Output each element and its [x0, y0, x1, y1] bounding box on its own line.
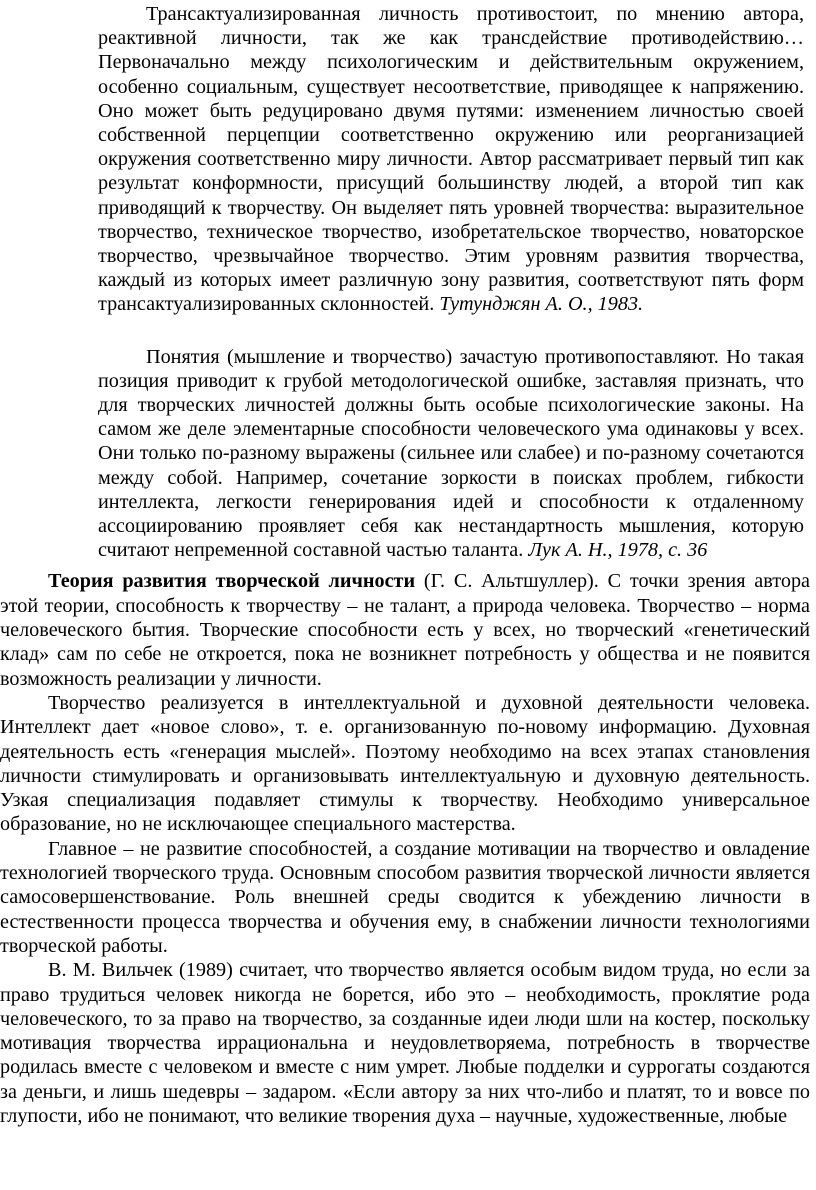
quote-citation: Тутунджян А. О., 1983.: [439, 293, 644, 316]
quote-block: [98, 2, 804, 562]
quote-paragraph: [98, 2, 804, 317]
body-paragraph: Главное – не развитие способностей, а создание мотивации на творчество и овладение технологией творческого труда. Основным способом развития творческой личности является самосовершенствование. Роль внешней среды сводится к убеждению личности в естественности процесса творчества и обучения ему, в снабжении личности технологиями творческой работы.: [0, 837, 810, 957]
body-paragraph: Творчество реализуется в интеллектуальной и духовной деятельности человека. Интеллект дает «новое слово», т. е. организованную по-новому информацию. Духовная деятельность есть «генерация мыслей». Поэтому необходимо на всех этапах становления личности стимулировать и организовывать интеллектуальную и духовную деятельность. Узкая специализация подавляет стимулы к творчеству. Необходимо универсальное образование, но не исключающее специального мастерства.: [0, 691, 810, 836]
quote-paragraph: [98, 345, 804, 563]
quote-text: Понятия (мышление и творчество) зачастую противопоставляют. Но такая позиция приводит к грубой методологической ошибке, заставляя признать, что для творческих личностей должны быть особые психологические законы. На самом же деле элементарные способности человеческого ума одинаковы у всех. Они только по-разному выражены (сильнее или слабее) и по-разному сочетаются между собой. Например, сочетание зоркости в поисках проблем, гибкости интеллекта, легкости генерирования идей и способности к отдаленному ассоциированию проявляет себя как нестандартность мышления, которую считают непременной составной частью таланта.: [98, 345, 804, 562]
quote-text: Трансактуализированная личность противостоит, по мнению автора, реактивной личности, так же как трансдействие противодействию… Первоначально между психологическим и действительным окружением, особенно социальным, существует несоответствие, приводящее к напряжению. Оно может быть редуцировано двумя путями: изменением личностью своей собственной перцепции соответственно окружению или реорганизацией окружения соответственно миру личности. Автор рассматривает первый тип как результат конформности, присущий большинству людей, а второй тип как приводящий к творчеству. Он выделяет пять уровней творчества: выразительное творчество, техническое творчество, изобретательское творчество, новаторское творчество, чрезвычайное творчество. Этим уровням развития творчества, каждый из которых имеет различную зону развития, соответствуют пять форм трансактуализированных склонностей.: [98, 3, 804, 316]
quote-citation: Лук А. Н., 1978, с. 36: [528, 539, 708, 562]
body-paragraph: В. М. Вильчек (1989) считает, что творчество является особым видом труда, но если за право трудиться человек никогда не борется, ибо это – необходимость, проклятие рода человеческого, то за право на творчество, за созданные идеи люди шли на костер, поскольку мотивация творчества иррациональна и неудовлетворяема, потребность в творчестве родилась вместе с человеком и вместе с ним умрет. Любые подделки и суррогаты создаются за деньги, и лишь шедевры – задаром. «Если автору за них что-либо и платят, то и вовсе по глупости, ибо не понимают, что великие творения духа – научные, художественные, любые: [0, 959, 810, 1127]
paragraph-text: (Г. С. Альтшуллер). С точки зрения автора этой теории, способность к творчеству – не талант, а природа человека. Творчество – норма человеческого бытия. Творческие способности есть у всех, но творческий «генетический клад» сам по себе не откроется, пока не возникнет потребность у общества и не появится возможность реализации у личности.: [0, 570, 810, 690]
main-text: [0, 569, 810, 1128]
body-paragraph: [0, 569, 810, 690]
section-heading: Теория развития творческой личности: [48, 570, 416, 593]
